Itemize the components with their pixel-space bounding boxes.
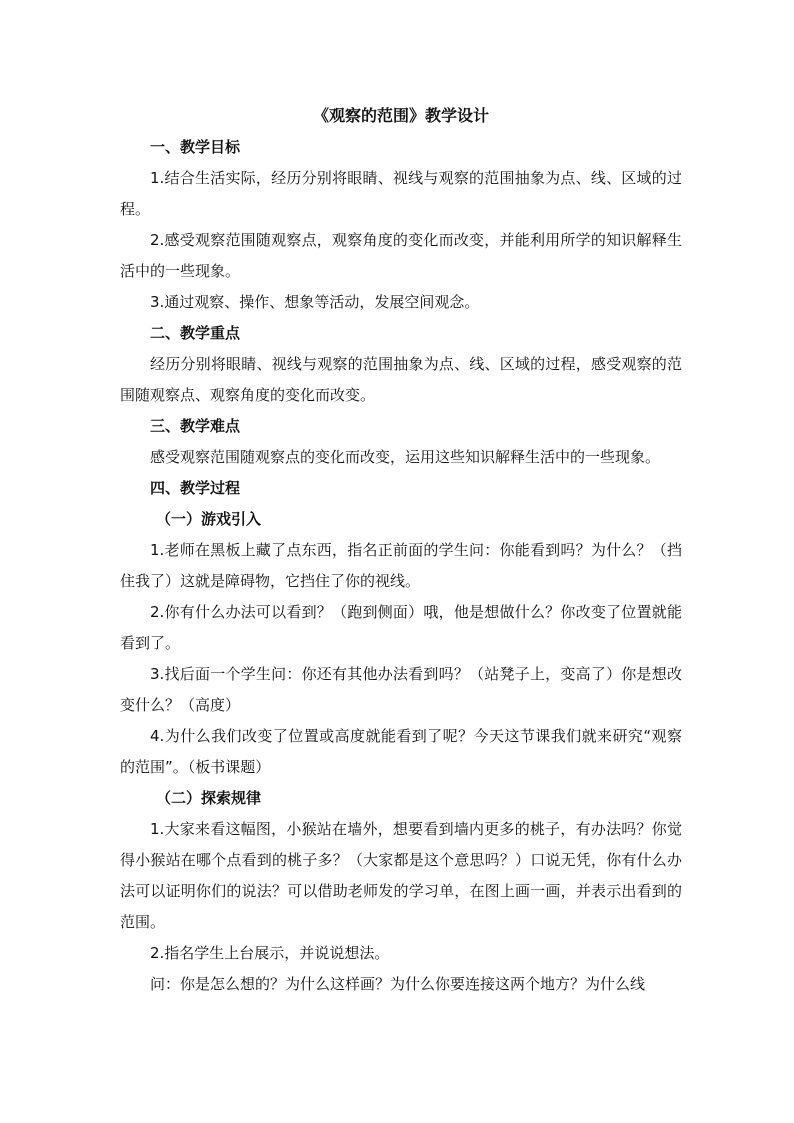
paragraph-objective-3: 3.通过观察、操作、想象等活动，发展空间观念。 xyxy=(150,293,480,311)
paragraph-explore-1: 1.大家来看这幅图，小猴站在墙外，想要看到墙内更多的桃子，有办法吗？你觉得小猴站在哪个点看到的桃子多？（大家都是这个意思吗？）口说无凭，你有什么办法可以证明你们的说法？可以借助老师发的学习单，在图上画一画，并表示出看到的范围。 xyxy=(120,820,682,931)
paragraph-game-4: 4.为什么我们改变了位置或高度就能看到了呢？今天这节课我们就来研究“观察的范围”。（板书课题） xyxy=(120,727,682,776)
document-page xyxy=(120,100,682,1000)
paragraph-game-1: 1.老师在黑板上藏了点东西，指名正前面的学生问：你能看到吗？为什么？（挡住我了）这就是障碍物，它挡住了你的视线。 xyxy=(120,541,682,590)
paragraph-difficulties: 感受观察范围随观察点的变化而改变，运用这些知识解释生活中的一些现象。 xyxy=(150,448,661,466)
paragraph-game-2: 2.你有什么办法可以看到？（跑到侧面）哦，他是想做什么？你改变了位置就能看到了。 xyxy=(120,603,682,652)
paragraph-objective-2: 2.感受观察范围随观察点，观察角度的变化而改变，并能利用所学的知识解释生活中的一些现象。 xyxy=(120,231,682,280)
paragraph-explore-3: 问：你是怎么想的？为什么这样画？为什么你要连接这两个地方？为什么线 xyxy=(150,975,646,993)
paragraph-explore-2: 2.指名学生上台展示，并说说想法。 xyxy=(150,944,390,962)
heading-process: 四、教学过程 xyxy=(150,479,241,497)
document-title: 《观察的范围》教学设计 xyxy=(312,106,489,125)
paragraph-objective-1: 1.结合生活实际，经历分别将眼睛、视线与观察的范围抽象为点、线、区域的过程。 xyxy=(120,169,682,218)
heading-objectives: 一、教学目标 xyxy=(150,138,241,156)
paragraph-game-3: 3.找后面一个学生问：你还有其他办法看到吗？（站凳子上，变高了）你是想改变什么？（高度） xyxy=(120,665,682,714)
heading-explore: （二）探索规律 xyxy=(156,789,262,807)
heading-difficulties: 三、教学难点 xyxy=(150,417,241,435)
heading-game-intro: （一）游戏引入 xyxy=(156,510,262,528)
paragraph-key-points: 经历分别将眼睛、视线与观察的范围抽象为点、线、区域的过程，感受观察的范围随观察点、观察角度的变化而改变。 xyxy=(120,355,682,404)
heading-key-points: 二、教学重点 xyxy=(150,324,241,342)
